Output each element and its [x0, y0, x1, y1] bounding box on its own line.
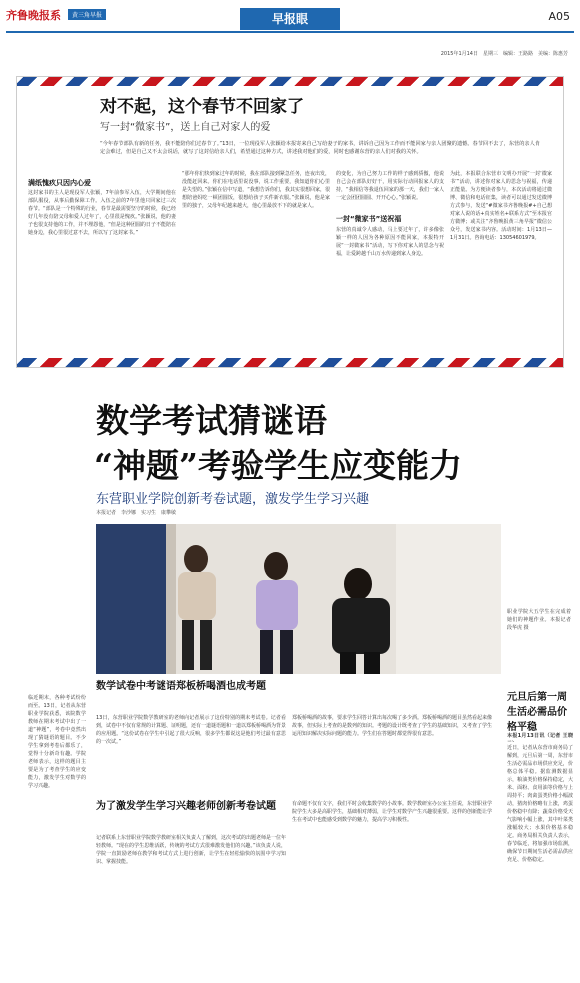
story3-body: 近日，记者从东营市商务局了解到，元旦后第一周，东营市生活必需品市场供应充足，价格总体平稳。据监测数据显示，粮油类价格保持稳定，大米、面粉、食用油等价格与上周持平；肉禽蛋类价格小幅波动，猪肉价格略有上涨，鸡蛋价格稳中有降；蔬菜价格受天气影响小幅上涨，其中叶菜类涨幅较大；水果价格基本稳定。商务局相关负责人表示，春节临近，将加强市场监测，确保节日期间生活必需品供应充足、价格稳定。: [507, 745, 573, 863]
story-photo: [96, 524, 501, 674]
story2-body1: 13日，东营职业学院数学教研室的老师向记者展示了这份特别的期末考试卷。记者看到，试卷中不仅有常规的计算题、证明题，还有一道谜语题和一道以郑板桥喝酒为背景的应用题。“这份试卷在学生中引起了很大反响，很多学生都说这是他们考过最有意思的一次试。”: [96, 715, 286, 745]
story3-headline: 元旦后第一周生活必需品价格平稳: [507, 692, 567, 733]
story2-body2: 郑板桥喝酒的故事，要求学生回答计算出每次喝了多少酒。郑板桥喝酒的题目虽然看起来像故事，但实际上考查的是数列的知识。考题的设计既考查了学生的基础知识，又考查了学生运用知识解决实际问题的能力。学生们在答题时都觉得很有意思。: [292, 715, 492, 737]
issue-info: 2015年1月14日 星期三 编辑：王路路 美编：陈惠芳: [440, 51, 568, 57]
story2-left-column: 临近期末，各种考试纷纷而至。13日，记者从东营职业学院获悉，该院数学教师在期末考试中出了一道“神题”，考卷中竟然出现了猜谜语的题目。不少学生拿到考卷后都乐了，觉得十分新奇有趣。学院老师表示，这样的题目主要是为了考查学生的应变能力，激发学生对数学的学习兴趣。: [28, 695, 86, 789]
page-number: A05: [548, 10, 570, 23]
story2-subhead1: 数学试卷中考谜语郑板桥喝酒也成考题: [96, 681, 266, 692]
envelope-stripe-top: [17, 77, 563, 86]
story1-subtitle: 写一封“微家书”，送上自己对家人的爱: [100, 122, 271, 133]
story2-headline-line2: “神题”考验学生应变能力: [94, 446, 462, 485]
newspaper-logo: 齐鲁晚报系: [6, 9, 61, 22]
story1-subhead1: 满纸愧疚只因内心爱: [28, 179, 91, 187]
header-rule: [6, 31, 574, 33]
story2-byline: 本报记者 李沙娜 实习生 康攀敏: [96, 510, 177, 516]
story2-headline-line1: 数学考试猜谜语: [96, 401, 327, 440]
story1-col3: 的变化，为自己努力工作的样子感到骄傲，他说自己会在部队好好干，用实际行动回报家人的支持，“我相信等我退伍回家的那一天，我们一家人一定会团团圆圆、开开心心。”张颖说。: [336, 171, 444, 201]
story2-subhead: 东营职业学院创新考卷试题，激发学生学习兴趣: [96, 492, 370, 507]
story1-col3b: 东营的真诚令人感动，马上要过年了，许多像张颖一样的人因为各种原因不能回家，本报特开展“一封微家书”活动，写下你对家人的思念与祝福，让爱跨越千山万水传递到家人身边。: [336, 227, 444, 257]
story2-body4: 有命题不仅有文字，我们平时会收集数学的小故事。数学教研室办公室主任说，东营职业学院学生大多是高职学生，基础相对薄弱，让学生对数学产生兴趣很重要。这样的创新能让学生在考试中也能感受到数学的魅力，提高学习积极性。: [292, 801, 492, 823]
story1-col4: 为此，本报联合东营市文明办开展“一封‘微家书’”活动，讲述你对家人的思念与祝福，传递正能量。为方便读者参与，本次活动将通过微博、微信和电话征集，读者可以通过发送微博方式参与，发送“#微家书齐鲁晚报#+自己想对家人说的话+真实姓名+联系方式”至本报官方微博；或关注“齐鲁晚报黄三角早报”微信公众号，发送家书内容。活动时间：1月13日—1月31日。咨询电话：13054601979。: [450, 171, 552, 241]
photo-caption: 职业学院大五学生在完成着她们的神题作业。本报记者 段华虎 摄: [507, 609, 571, 631]
story3-byline: 本报1月13日讯（记者 王晓: [507, 733, 573, 739]
story2-subhead2: 为了激发学生学习兴趣老师创新考卷试题: [96, 801, 276, 812]
story1-col1: 这封家书的主人是现役军人张颖，7年前参军入伍，大学期间他在部队服役，从事后勤保障工作。入伍之前的7年里他只回家过三次春节。“部队是一个特殊的行业，春节是最需要坚守的时候，我已经好几年没有陪父母和爱人过年了，心里很是愧疚。”张颖说，他的妻子也很支持他的工作，并不埋怨他，“但是这种团圆的日子不能陪在她身边，我心里很过意不去，所以写了这封家书。”: [28, 190, 176, 236]
sub-brand-badge: 黄三角早报: [68, 9, 106, 20]
story1-title: 对不起，这个春节不回家了: [100, 97, 304, 117]
story1-lead: “今年春节部队有新的任务，我不能陪你们过春节了。”13日，一位现役军人张颖给本报寄来自己写给妻子的家书，讲诉自己因为工作而不能回家与亲人团聚的遗憾。春节回不去了，东营的亲人肯定会难过，但是自己又不太会说话，就写了这封信给亲人们，希望通过这种方式，讲述我对他们的爱，同时也感谢东营的亲人们对我的关怀。: [100, 141, 540, 155]
story1-col2: “那年你们快到家过年的时候，我在部队接到紧急任务，连夜出发，没能赶回来。你们在电话里说没事，说工作重要，我知道你们心里是失望的。”张颖在信中写道，“我想告诉你们，我其实很想回家，很想陪爸妈吃一顿团圆饭，很想给孩子买件新衣服。”张颖说，他是家里的独子，父母年纪越来越大，他心里最放不下的就是家人。: [182, 171, 330, 209]
students-photo-illustration: [96, 524, 501, 674]
story2-body3: 记者联系上东营职业学院数学教研室相关负责人了解到，这次考试的出题老师是一位年轻教师。“现在的学生思维活跃，传统的考试方式很难激发他们的兴趣。”该负责人说，学院一直鼓励老师在教学和考试方式上进行创新，让学生在轻松愉快的氛围中学习知识、掌握技能。: [96, 835, 286, 865]
envelope-stripe-bottom: [17, 358, 563, 367]
section-title: 早报眼: [240, 8, 340, 30]
story1-subhead2: 一封“微家书”送祝福: [336, 215, 402, 223]
